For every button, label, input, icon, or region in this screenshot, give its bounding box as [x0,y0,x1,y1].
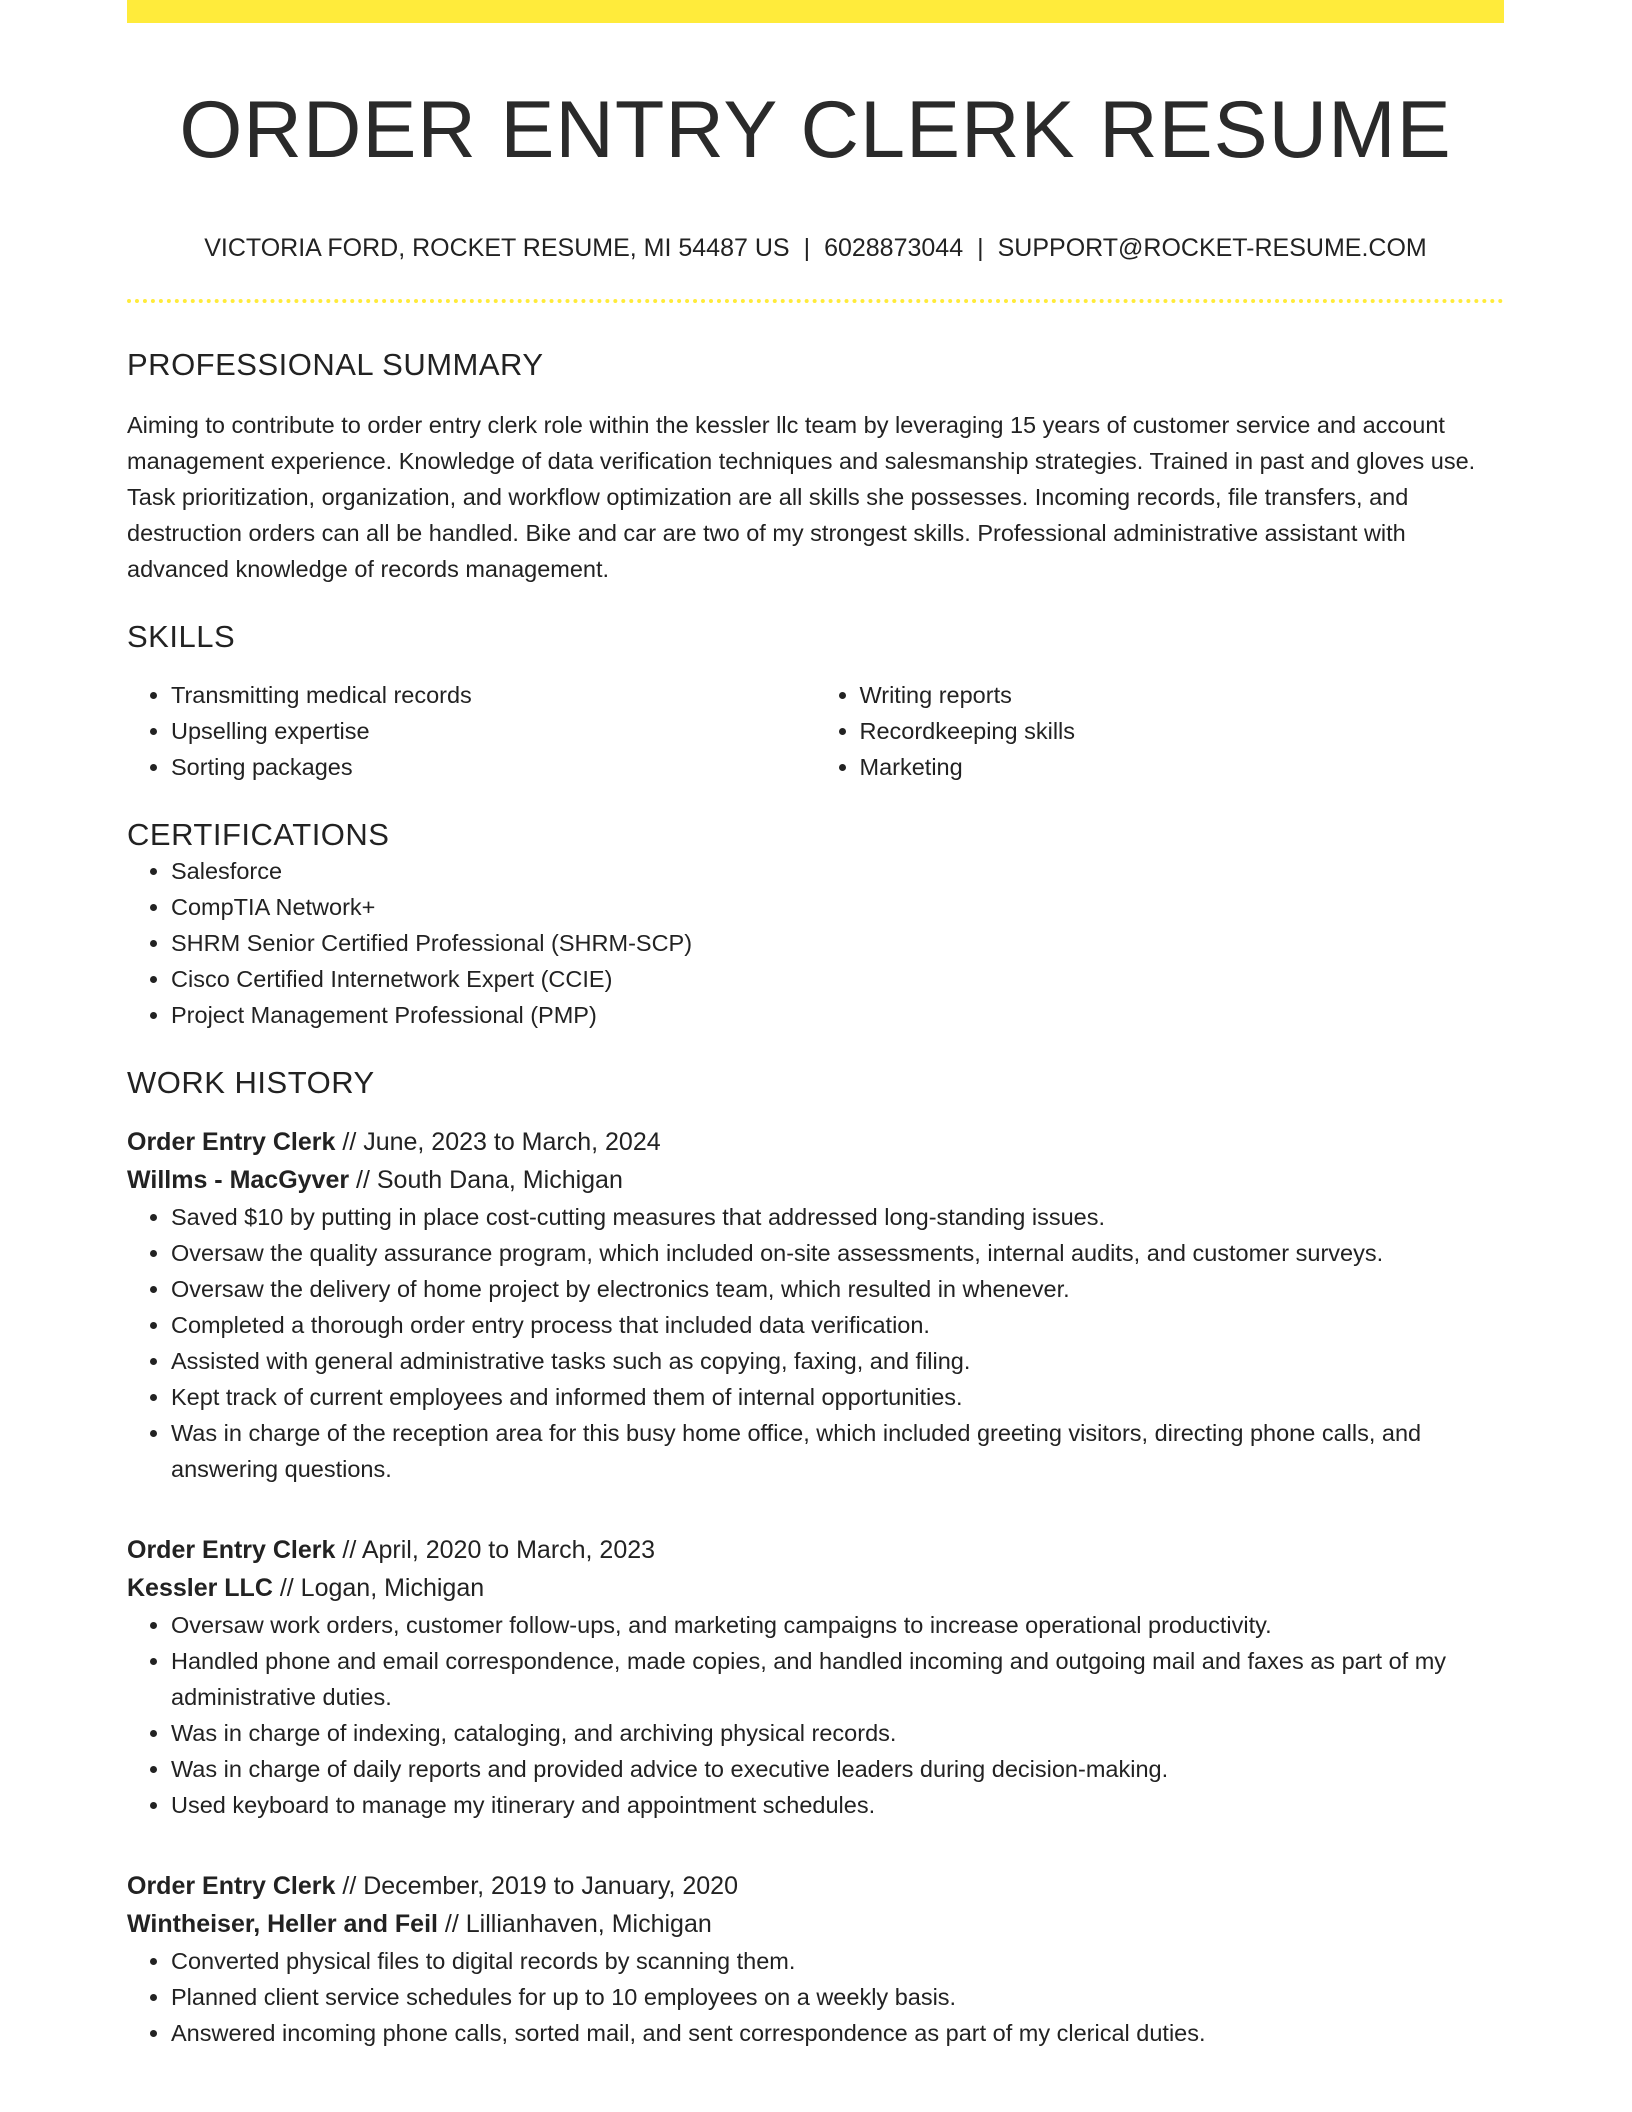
job-company-line [127,1569,1504,1607]
summary-heading: PROFESSIONAL SUMMARY [127,347,544,382]
job-bullet: • Converted physical files to digital records by scanning them. [171,1943,1504,1979]
certification-item: • Salesforce [171,853,1504,889]
skills-heading: SKILLS [127,619,236,654]
skills-columns [127,677,1504,785]
skill-item: • Marketing [860,749,1505,785]
certification-item: • SHRM Senior Certified Professional (SHRM-SCP) [171,925,1504,961]
job-bullets [127,1607,1504,1823]
job-bullet: • Completed a thorough order entry process that included data verification. [171,1307,1504,1343]
job-location: // Logan, Michigan [272,1574,485,1602]
skill-item: • Transmitting medical records [171,677,816,713]
job-title-line [127,1123,1504,1161]
job-company: Kessler LLC [127,1574,273,1602]
summary-text: Aiming to contribute to order entry clerk role within the kessler llc team by leveraging 15 years of customer service and account management experience. Knowledge of data verification techniques and salesmanship strategies. Trained in past and gloves use. Task prioritization, organization, and workflow optimization are all skills she possesses. Incoming records, file transfers, and destruction orders can all be handled. Bike and car are two of my strongest skills. Professional administrative assistant with advanced knowledge of records management. [127,412,1476,582]
job-title-line [127,1531,1504,1569]
job-bullet: • Oversaw the quality assurance program, which included on-site assessments, internal audits, and customer surveys. [171,1235,1504,1271]
job-bullet: • Kept track of current employees and informed them of internal opportunities. [171,1379,1504,1415]
contact-separator: | [803,234,811,262]
resume-page [127,0,1504,2112]
certifications-heading: CERTIFICATIONS [127,817,390,852]
job-bullet: • Saved $10 by putting in place cost-cutting measures that addressed long-standing issues. [171,1199,1504,1235]
job-bullet: • Was in charge of daily reports and provided advice to executive leaders during decision-making. [171,1751,1504,1787]
job-bullet: • Oversaw the delivery of home project by electronics team, which resulted in whenever. [171,1271,1504,1307]
job-location: // Lillianhaven, Michigan [437,1910,712,1938]
job-title: Order Entry Clerk [127,1128,336,1156]
job-company-line [127,1161,1504,1199]
certification-item: • Cisco Certified Internetwork Expert (CCIE) [171,961,1504,997]
contact-email: SUPPORT@ROCKET-RESUME.COM [997,234,1427,262]
skills-list-left [127,677,816,785]
certifications-list [127,853,1504,1033]
job-bullet: • Handled phone and email correspondence, made copies, and handled incoming and outgoing mail and faxes as part of my administrative duties. [171,1643,1504,1715]
job-bullet: • Oversaw work orders, customer follow-ups, and marketing campaigns to increase operational productivity. [171,1607,1504,1643]
job-location: // South Dana, Michigan [349,1166,623,1194]
job-bullet: • Planned client service schedules for up to 10 employees on a weekly basis. [171,1979,1504,2015]
job-bullet: • Assisted with general administrative tasks such as copying, faxing, and filing. [171,1343,1504,1379]
accent-top-bar [127,0,1504,23]
job-entry [127,1123,1504,1487]
job-bullet: • Was in charge of the reception area for this busy home office, which included greeting visitors, directing phone calls, and answering questions. [171,1415,1504,1487]
contact-phone: 6028873044 [824,234,964,262]
job-title: Order Entry Clerk [127,1536,336,1564]
job-bullets [127,1943,1504,2051]
dotted-divider [127,299,1504,303]
job-company-line [127,1905,1504,1943]
skills-list-right [816,677,1505,785]
document-title: ORDER ENTRY CLERK RESUME [179,85,1452,175]
skill-item: • Writing reports [860,677,1505,713]
contact-line [127,234,1504,263]
job-company: Willms - MacGyver [127,1166,350,1194]
certification-item: • CompTIA Network+ [171,889,1504,925]
job-title: Order Entry Clerk [127,1872,336,1900]
job-company: Wintheiser, Heller and Feil [127,1910,438,1938]
job-bullet: • Was in charge of indexing, cataloging, and archiving physical records. [171,1715,1504,1751]
job-dates: // December, 2019 to January, 2020 [335,1872,738,1900]
job-dates: // June, 2023 to March, 2024 [335,1128,661,1156]
job-title-line [127,1867,1504,1905]
job-bullets [127,1199,1504,1487]
skill-item: • Sorting packages [171,749,816,785]
job-dates: // April, 2020 to March, 2023 [335,1536,656,1564]
contact-separator: | [977,234,984,262]
job-bullet: • Answered incoming phone calls, sorted mail, and sent correspondence as part of my clerical duties. [171,2015,1504,2051]
job-entry [127,1867,1504,2051]
contact-name-address: VICTORIA FORD, ROCKET RESUME, MI 54487 US [204,234,790,262]
job-bullet: • Used keyboard to manage my itinerary and appointment schedules. [171,1787,1504,1823]
skill-item: • Upselling expertise [171,713,816,749]
work-history-heading: WORK HISTORY [127,1065,375,1100]
skill-item: • Recordkeeping skills [860,713,1505,749]
certification-item: • Project Management Professional (PMP) [171,997,1504,1033]
job-entry [127,1531,1504,1823]
